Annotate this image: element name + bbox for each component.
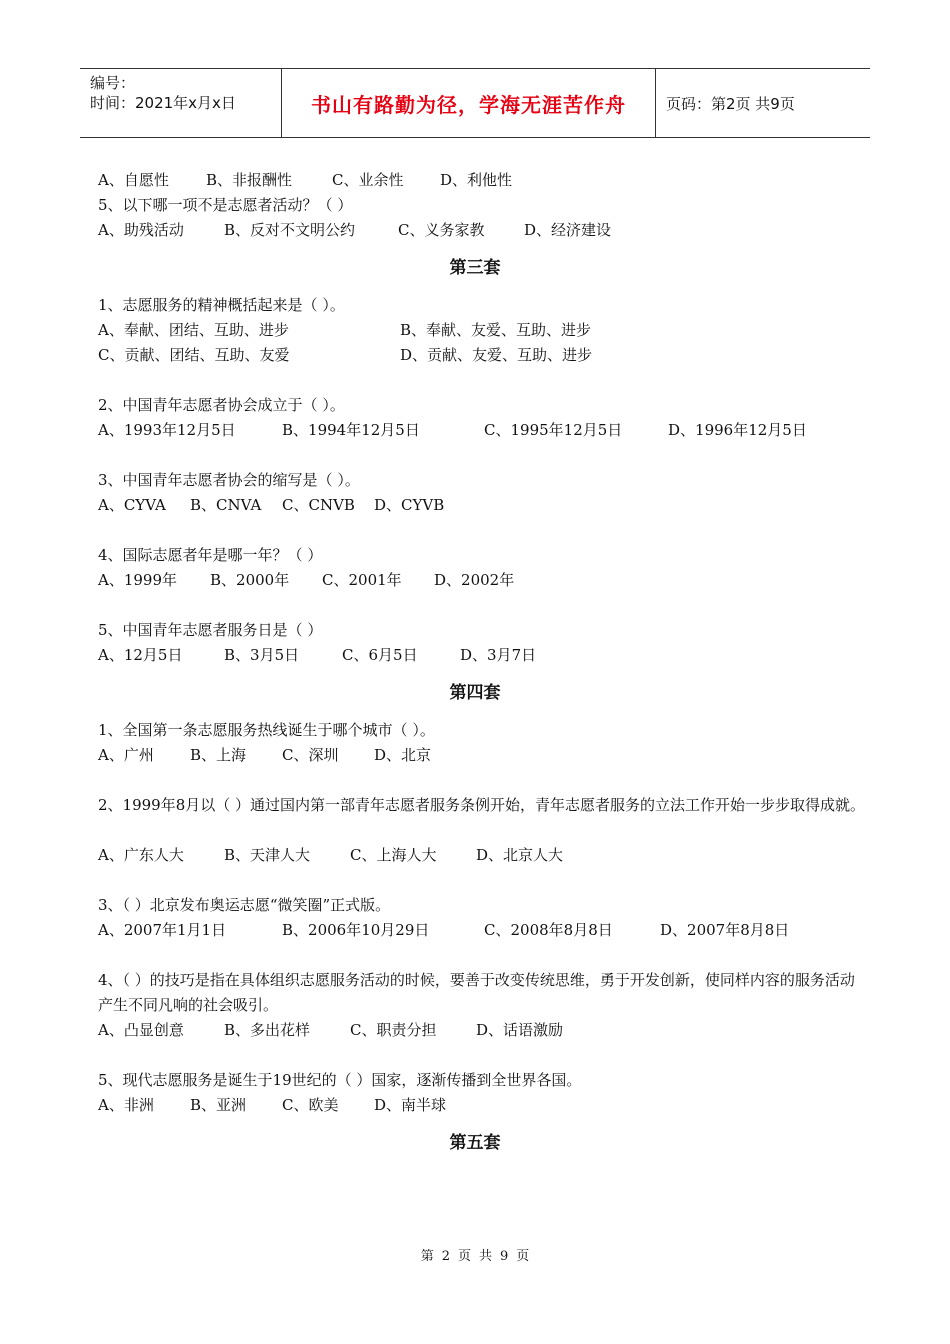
question: 4、（ ）的技巧是指在具体组织志愿服务活动的时候，要善于改变传统思维，勇于开发创新，使同样内容的服务活动产生不同凡响的社会吸引。	[98, 971, 855, 1014]
section-title: 第三套	[449, 258, 501, 278]
option: C、2001年	[322, 571, 402, 589]
option: B、非报酬性	[206, 171, 293, 189]
option: D、2002年	[434, 571, 515, 589]
options-line	[98, 643, 868, 668]
option: A、助残活动	[98, 221, 184, 239]
question: 1、全国第一条志愿服务热线诞生于哪个城市（ ）。	[98, 721, 435, 739]
options-line	[98, 1018, 868, 1043]
time-label: 时间：2021年x月x日	[90, 94, 236, 112]
header-page-info: 页码：第2页 共9页	[666, 94, 795, 113]
option: C、2008年8月8日	[484, 921, 613, 939]
option: C、贡献、团结、互助、友爱	[98, 346, 290, 364]
question: 5、现代志愿服务是诞生于19世纪的（ ）国家，逐渐传播到全世界各国。	[98, 1071, 582, 1089]
footer-text: 页	[457, 1249, 471, 1264]
option: D、话语激励	[476, 1021, 564, 1039]
option: A、奉献、团结、互助、进步	[98, 321, 289, 339]
option: A、广州	[98, 746, 154, 764]
option: A、非洲	[98, 1096, 154, 1114]
question: 3、中国青年志愿者协会的缩写是（ ）。	[98, 471, 360, 489]
header-meta	[80, 69, 282, 137]
page-footer	[0, 1245, 950, 1264]
option: B、奉献、友爱、互助、进步	[400, 321, 592, 339]
option: A、自愿性	[98, 171, 169, 189]
option: D、2007年8月8日	[660, 921, 790, 939]
footer-page-number: 2	[441, 1249, 450, 1264]
footer-text: 页	[516, 1249, 530, 1264]
option: A、1999年	[98, 571, 178, 589]
option: B、天津人大	[224, 846, 311, 864]
options-line	[98, 568, 868, 593]
option: B、反对不文明公约	[224, 221, 356, 239]
option: A、CYVA	[98, 496, 166, 514]
question: 5、中国青年志愿者服务日是（ ）	[98, 621, 323, 639]
options-line	[98, 1093, 868, 1118]
option: A、凸显创意	[98, 1021, 184, 1039]
question: 4、国际志愿者年是哪一年？（ ）	[98, 546, 323, 564]
option: C、深圳	[282, 746, 339, 764]
option: D、经济建设	[524, 221, 612, 239]
footer-text: 共	[479, 1249, 493, 1264]
options-line	[98, 843, 868, 868]
option: B、3月5日	[224, 646, 300, 664]
option: C、1995年12月5日	[484, 421, 623, 439]
option: D、3月7日	[460, 646, 537, 664]
section-title: 第四套	[449, 683, 501, 703]
section-title: 第五套	[449, 1133, 501, 1153]
option: C、义务家教	[398, 221, 485, 239]
option: A、2007年1月1日	[98, 921, 227, 939]
page-header	[80, 68, 870, 138]
option: B、1994年12月5日	[282, 421, 420, 439]
option: B、上海	[190, 746, 247, 764]
option: C、6月5日	[342, 646, 418, 664]
options-line	[98, 168, 868, 193]
option: D、CYVB	[374, 496, 445, 514]
question: 3、（ ）北京发布奥运志愿“微笑圈”正式版。	[98, 896, 391, 914]
options-line	[98, 218, 868, 243]
option: B、多出花样	[224, 1021, 311, 1039]
option: C、上海人大	[350, 846, 437, 864]
option: A、1993年12月5日	[98, 421, 236, 439]
option: D、1996年12月5日	[668, 421, 807, 439]
options-line	[98, 493, 868, 518]
option: D、南半球	[374, 1096, 447, 1114]
option: C、CNVB	[282, 496, 355, 514]
question: 2、中国青年志愿者协会成立于（ ）。	[98, 396, 345, 414]
header-motto: 书山有路勤为径，学海无涯苦作舟	[282, 69, 656, 137]
option: B、2000年	[210, 571, 290, 589]
option: C、业余性	[332, 171, 404, 189]
options-line	[98, 418, 868, 443]
option: A、12月5日	[98, 646, 183, 664]
option: B、CNVA	[190, 496, 262, 514]
option: D、北京	[374, 746, 432, 764]
options-line	[98, 918, 868, 943]
option: B、2006年10月29日	[282, 921, 430, 939]
option: D、利他性	[440, 171, 513, 189]
option: C、职责分担	[350, 1021, 437, 1039]
options-line	[98, 743, 868, 768]
option: D、北京人大	[476, 846, 564, 864]
option: B、亚洲	[190, 1096, 247, 1114]
option: C、欧美	[282, 1096, 339, 1114]
footer-total-pages: 9	[500, 1249, 509, 1264]
options-line	[98, 343, 868, 368]
question: 1、志愿服务的精神概括起来是（ ）。	[98, 296, 345, 314]
number-label: 编号：	[90, 74, 136, 92]
option: D、贡献、友爱、互助、进步	[400, 346, 593, 364]
document-body	[98, 168, 868, 1168]
question: 2、1999年8月以（ ）通过国内第一部青年志愿者服务条例开始，青年志愿者服务的立法工作开始一步步取得成就。	[98, 796, 866, 814]
footer-text: 第	[420, 1249, 434, 1264]
option: A、广东人大	[98, 846, 184, 864]
options-line	[98, 318, 868, 343]
question: 5、以下哪一项不是志愿者活动？（ ）	[98, 196, 353, 214]
